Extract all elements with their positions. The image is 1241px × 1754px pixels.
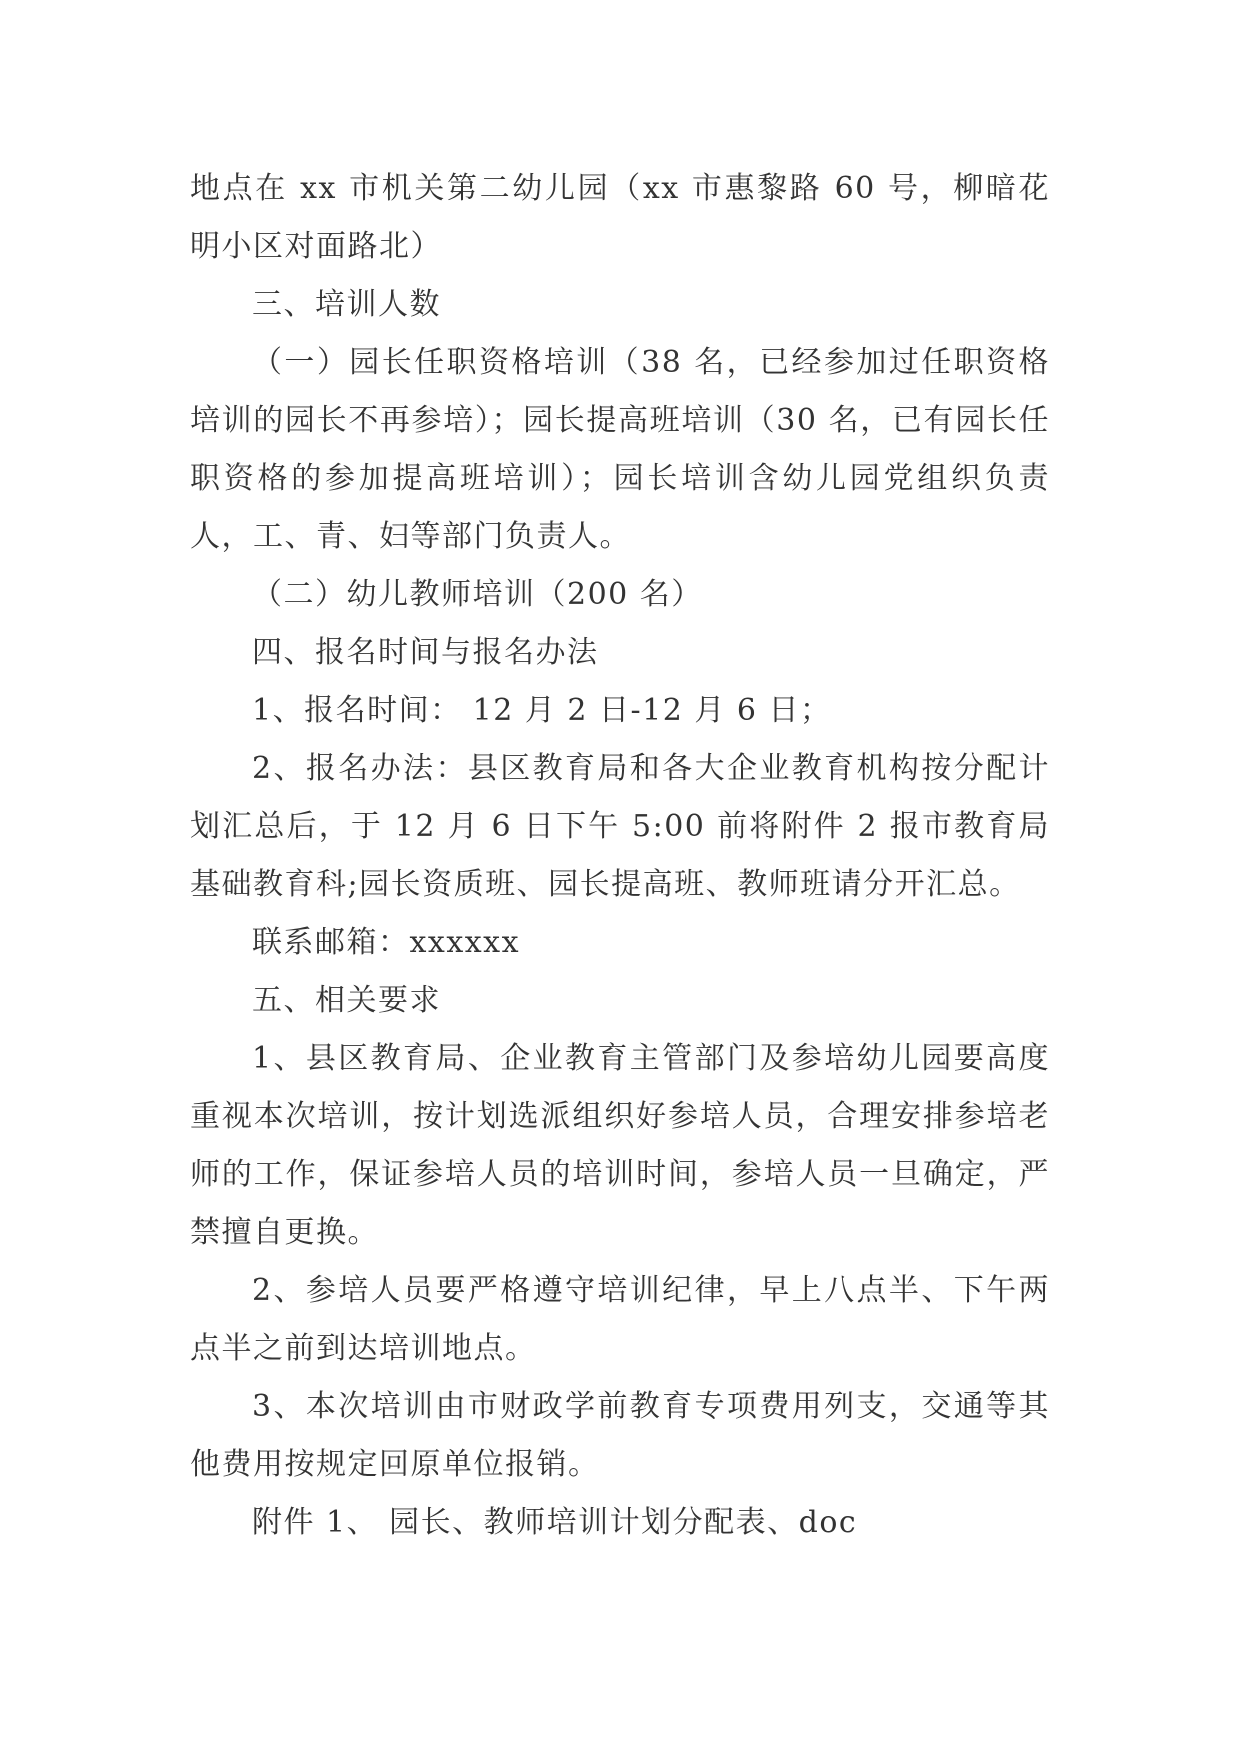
paragraph-requirement-1: 1、县区教育局、企业教育主管部门及参培幼儿园要高度重视本次培训，按计划选派组织好参培人员，合理安排参培老师的工作，保证参培人员的培训时间，参培人员一旦确定，严禁擅自更换。 [190,1041,1050,1250]
heading-registration: 四、报名时间与报名办法 [252,635,599,670]
heading-training-count: 三、培训人数 [252,287,441,322]
paragraph-registration-method: 2、报名办法：县区教育局和各大企业教育机构按分配计划汇总后，于 12 月 6 日下午 5:00 前将附件 2 报市教育局基础教育科;园长资质班、园长提高班、教师班请分开汇总。 [190,751,1050,902]
paragraph-contact-email: 联系邮箱：xxxxxx [252,925,521,960]
paragraph-director-training: （一）园长任职资格培训（38 名，已经参加过任职资格培训的园长不再参培）；园长提高班培训（30 名，已有园长任职资格的参加提高班培训）；园长培训含幼儿园党组织负责人，工、青、妇等部门负责人。 [190,345,1050,554]
paragraph-teacher-training: （二）幼儿教师培训（200 名） [252,577,703,612]
paragraph-location: 地点在 xx 市机关第二幼儿园（xx 市惠黎路 60 号，柳暗花明小区对面路北） [190,171,1050,264]
document-body [190,160,1050,1552]
paragraph-requirement-3: 3、本次培训由市财政学前教育专项费用列支，交通等其他费用按规定回原单位报销。 [190,1389,1050,1482]
paragraph-attachment: 附件 1、 园长、教师培训计划分配表、doc [252,1505,858,1540]
paragraph-registration-time: 1、报名时间： 12 月 2 日-12 月 6 日； [252,693,832,728]
heading-requirements: 五、相关要求 [252,983,441,1018]
paragraph-requirement-2: 2、参培人员要严格遵守培训纪律，早上八点半、下午两点半之前到达培训地点。 [190,1273,1050,1366]
